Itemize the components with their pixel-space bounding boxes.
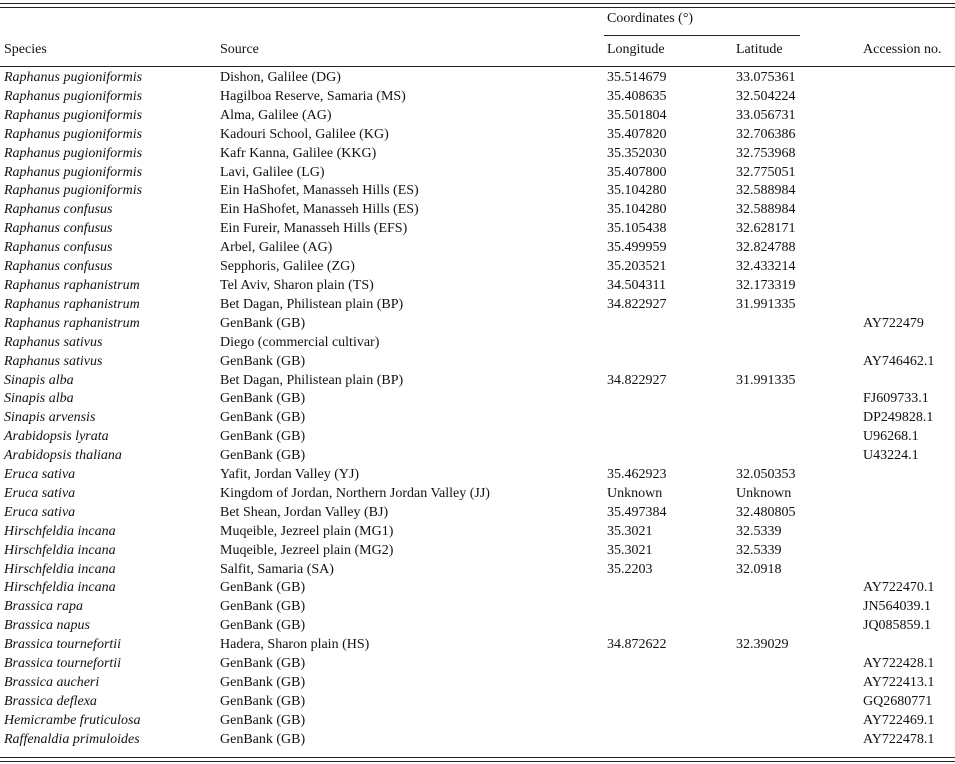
species-cell: Raphanus pugioniformis bbox=[4, 107, 143, 123]
longitude-cell: 35.352030 bbox=[607, 145, 667, 161]
source-cell: Hadera, Sharon plain (HS) bbox=[220, 637, 370, 653]
species-cell: Raphanus raphanistrum bbox=[4, 296, 140, 312]
longitude-cell: 34.504311 bbox=[607, 277, 666, 293]
table-row bbox=[0, 353, 955, 372]
source-cell: Kafr Kanna, Galilee (KKG) bbox=[220, 145, 377, 161]
latitude-cell: 33.075361 bbox=[736, 70, 796, 85]
species-cell: Hemicrambe fruticulosa bbox=[4, 712, 141, 728]
source-cell: Ein Fureir, Manasseh Hills (EFS) bbox=[220, 221, 408, 237]
coordinates-header: Coordinates (°) bbox=[607, 11, 694, 26]
source-cell: GenBank (GB) bbox=[220, 618, 306, 634]
source-cell: Kingdom of Jordan, Northern Jordan Valley (JJ) bbox=[220, 485, 490, 501]
table-row bbox=[0, 731, 955, 750]
longitude-header: Longitude bbox=[607, 42, 665, 57]
table-top-rule bbox=[0, 3, 955, 4]
longitude-cell: 34.872622 bbox=[607, 637, 667, 653]
species-cell: Raphanus raphanistrum bbox=[4, 277, 140, 293]
table-row bbox=[0, 88, 955, 107]
source-cell: Kadouri School, Galilee (KG) bbox=[220, 126, 389, 142]
accession-cell: DP249828.1 bbox=[863, 410, 934, 426]
latitude-cell: 32.753968 bbox=[736, 145, 796, 161]
latitude-cell: 32.504224 bbox=[736, 88, 796, 104]
source-cell: Bet Dagan, Philistean plain (BP) bbox=[220, 296, 404, 312]
longitude-cell: 35.104280 bbox=[607, 202, 667, 218]
longitude-cell: Unknown bbox=[607, 485, 663, 501]
source-cell: Arbel, Galilee (AG) bbox=[220, 240, 333, 256]
longitude-cell: 35.3021 bbox=[607, 523, 653, 539]
table-row bbox=[0, 126, 955, 145]
species-cell: Raffenaldia primuloides bbox=[4, 731, 140, 747]
species-cell: Brassica aucheri bbox=[4, 675, 100, 690]
latitude-cell: 32.588984 bbox=[736, 183, 796, 199]
longitude-cell: 34.822927 bbox=[607, 372, 667, 388]
species-cell: Eruca sativa bbox=[4, 485, 76, 501]
latitude-cell: 32.050353 bbox=[736, 467, 796, 483]
source-cell: Ein HaShofet, Manasseh Hills (ES) bbox=[220, 202, 419, 218]
species-cell: Brassica rapa bbox=[4, 599, 83, 615]
accession-header: Accession no. bbox=[863, 42, 942, 57]
source-header: Source bbox=[220, 42, 259, 57]
table-bottom-rule bbox=[0, 757, 955, 758]
table-row bbox=[0, 145, 955, 164]
source-cell: Diego (commercial cultivar) bbox=[220, 334, 380, 350]
species-cell: Eruca sativa bbox=[4, 504, 76, 520]
latitude-cell: 32.706386 bbox=[736, 126, 796, 142]
latitude-cell: Unknown bbox=[736, 485, 792, 501]
source-cell: Lavi, Galilee (LG) bbox=[220, 164, 325, 180]
table-row bbox=[0, 239, 955, 258]
source-cell: GenBank (GB) bbox=[220, 429, 306, 445]
longitude-cell: 35.462923 bbox=[607, 467, 667, 483]
table-row bbox=[0, 315, 955, 334]
table-row bbox=[0, 258, 955, 277]
accession-cell: AY722479 bbox=[863, 315, 924, 331]
species-cell: Sinapis arvensis bbox=[4, 410, 96, 426]
longitude-cell: 35.105438 bbox=[607, 221, 667, 237]
table-row bbox=[0, 409, 955, 428]
source-cell: GenBank (GB) bbox=[220, 656, 306, 672]
source-cell: Hagilboa Reserve, Samaria (MS) bbox=[220, 88, 406, 104]
longitude-cell: 35.408635 bbox=[607, 88, 667, 104]
accession-cell: FJ609733.1 bbox=[863, 391, 929, 407]
source-cell: GenBank (GB) bbox=[220, 731, 306, 747]
longitude-cell: 35.104280 bbox=[607, 183, 667, 199]
source-cell: Ein HaShofet, Manasseh Hills (ES) bbox=[220, 183, 419, 199]
table-row bbox=[0, 182, 955, 201]
latitude-cell: 31.991335 bbox=[736, 372, 796, 388]
accession-cell: JN564039.1 bbox=[863, 599, 932, 615]
species-cell: Raphanus pugioniformis bbox=[4, 183, 143, 199]
source-cell: GenBank (GB) bbox=[220, 448, 306, 464]
latitude-cell: 33.056731 bbox=[736, 107, 796, 123]
latitude-cell: 32.824788 bbox=[736, 240, 796, 256]
table-row bbox=[0, 107, 955, 126]
table-row bbox=[0, 617, 955, 636]
header-bottom-rule bbox=[0, 66, 955, 67]
accession-cell: AY746462.1 bbox=[863, 353, 935, 369]
species-cell: Hirschfeldia incana bbox=[4, 580, 116, 596]
table-row bbox=[0, 447, 955, 466]
latitude-cell: 32.0918 bbox=[736, 561, 782, 577]
table-row bbox=[0, 523, 955, 542]
accession-cell: JQ085859.1 bbox=[863, 618, 932, 634]
source-cell: Dishon, Galilee (DG) bbox=[220, 70, 341, 85]
species-cell: Brassica tournefortii bbox=[4, 656, 122, 672]
table-row bbox=[0, 598, 955, 617]
accession-cell: GQ2680771 bbox=[863, 693, 933, 709]
source-cell: Bet Dagan, Philistean plain (BP) bbox=[220, 372, 404, 388]
longitude-cell: 35.407820 bbox=[607, 126, 667, 142]
species-cell: Sinapis alba bbox=[4, 372, 74, 388]
species-cell: Hirschfeldia incana bbox=[4, 542, 116, 558]
table-row bbox=[0, 636, 955, 655]
source-cell: GenBank (GB) bbox=[220, 315, 306, 331]
table-row bbox=[0, 561, 955, 580]
table-row bbox=[0, 372, 955, 391]
species-cell: Raphanus sativus bbox=[4, 334, 103, 350]
species-cell: Arabidopsis lyrata bbox=[4, 429, 109, 445]
latitude-cell: 31.991335 bbox=[736, 296, 796, 312]
table-bottom-rule-outer bbox=[0, 761, 955, 762]
table-row bbox=[0, 693, 955, 712]
source-cell: GenBank (GB) bbox=[220, 353, 306, 369]
species-cell: Raphanus pugioniformis bbox=[4, 145, 143, 161]
species-header: Species bbox=[4, 42, 47, 57]
longitude-cell: 35.3021 bbox=[607, 542, 653, 558]
accession-cell: AY722478.1 bbox=[863, 731, 935, 747]
species-cell: Brassica deflexa bbox=[4, 693, 97, 709]
table-row bbox=[0, 164, 955, 183]
table-row bbox=[0, 712, 955, 731]
species-cell: Arabidopsis thaliana bbox=[4, 448, 122, 464]
table-row bbox=[0, 655, 955, 674]
latitude-cell: 32.5339 bbox=[736, 523, 782, 539]
species-cell: Hirschfeldia incana bbox=[4, 523, 116, 539]
latitude-cell: 32.39029 bbox=[736, 637, 789, 653]
source-cell: GenBank (GB) bbox=[220, 693, 306, 709]
latitude-cell: 32.628171 bbox=[736, 221, 796, 237]
source-cell: GenBank (GB) bbox=[220, 580, 306, 596]
table-top-rule-inner bbox=[0, 7, 955, 8]
species-cell: Sinapis alba bbox=[4, 391, 74, 407]
table-row bbox=[0, 69, 955, 88]
species-cell: Raphanus sativus bbox=[4, 353, 103, 369]
table-row bbox=[0, 674, 955, 693]
species-cell: Raphanus confusus bbox=[4, 202, 113, 218]
table-row bbox=[0, 277, 955, 296]
longitude-cell: 35.497384 bbox=[607, 504, 667, 520]
species-cell: Eruca sativa bbox=[4, 467, 76, 483]
accession-cell: U96268.1 bbox=[863, 429, 919, 445]
source-cell: GenBank (GB) bbox=[220, 391, 306, 407]
species-cell: Raphanus confusus bbox=[4, 221, 113, 237]
longitude-cell: 35.203521 bbox=[607, 259, 667, 275]
accession-cell: U43224.1 bbox=[863, 448, 919, 464]
longitude-cell: 35.501804 bbox=[607, 107, 667, 123]
source-cell: Muqeible, Jezreel plain (MG1) bbox=[220, 523, 394, 539]
source-cell: Yafit, Jordan Valley (YJ) bbox=[220, 467, 360, 483]
source-cell: Sepphoris, Galilee (ZG) bbox=[220, 259, 355, 275]
table-row bbox=[0, 201, 955, 220]
table-row bbox=[0, 428, 955, 447]
latitude-cell: 32.173319 bbox=[736, 277, 796, 293]
table-body bbox=[0, 69, 955, 750]
accession-cell: AY722413.1 bbox=[863, 675, 935, 690]
longitude-cell: 35.2203 bbox=[607, 561, 653, 577]
latitude-cell: 32.5339 bbox=[736, 542, 782, 558]
latitude-cell: 32.433214 bbox=[736, 259, 796, 275]
table-row bbox=[0, 485, 955, 504]
species-cell: Raphanus raphanistrum bbox=[4, 315, 140, 331]
species-cell: Raphanus pugioniformis bbox=[4, 70, 143, 85]
table-row bbox=[0, 390, 955, 409]
source-cell: Salfit, Samaria (SA) bbox=[220, 561, 334, 577]
accession-cell: AY722470.1 bbox=[863, 580, 935, 596]
species-cell: Raphanus pugioniformis bbox=[4, 88, 143, 104]
source-cell: GenBank (GB) bbox=[220, 599, 306, 615]
species-cell: Raphanus pugioniformis bbox=[4, 164, 143, 180]
species-cell: Hirschfeldia incana bbox=[4, 561, 116, 577]
table-row bbox=[0, 466, 955, 485]
species-cell: Brassica napus bbox=[4, 618, 90, 634]
source-cell: GenBank (GB) bbox=[220, 712, 306, 728]
longitude-cell: 35.407800 bbox=[607, 164, 667, 180]
table-row bbox=[0, 579, 955, 598]
table-row bbox=[0, 296, 955, 315]
source-cell: Tel Aviv, Sharon plain (TS) bbox=[220, 277, 374, 293]
source-cell: Muqeible, Jezreel plain (MG2) bbox=[220, 542, 394, 558]
accession-cell: AY722469.1 bbox=[863, 712, 935, 728]
latitude-cell: 32.775051 bbox=[736, 164, 796, 180]
coordinates-span-rule bbox=[604, 35, 800, 36]
latitude-cell: 32.480805 bbox=[736, 504, 796, 520]
table-row bbox=[0, 504, 955, 523]
species-cell: Raphanus confusus bbox=[4, 240, 113, 256]
species-cell: Brassica tournefortii bbox=[4, 637, 122, 653]
latitude-cell: 32.588984 bbox=[736, 202, 796, 218]
table-row bbox=[0, 220, 955, 239]
longitude-cell: 35.514679 bbox=[607, 70, 667, 85]
table-row bbox=[0, 334, 955, 353]
latitude-header: Latitude bbox=[736, 42, 783, 57]
source-cell: Bet Shean, Jordan Valley (BJ) bbox=[220, 504, 389, 520]
source-cell: Alma, Galilee (AG) bbox=[220, 107, 332, 123]
longitude-cell: 35.499959 bbox=[607, 240, 667, 256]
accession-cell: AY722428.1 bbox=[863, 656, 935, 672]
species-cell: Raphanus pugioniformis bbox=[4, 126, 143, 142]
species-cell: Raphanus confusus bbox=[4, 259, 113, 275]
table-row bbox=[0, 542, 955, 561]
source-cell: GenBank (GB) bbox=[220, 410, 306, 426]
longitude-cell: 34.822927 bbox=[607, 296, 667, 312]
source-cell: GenBank (GB) bbox=[220, 675, 306, 690]
